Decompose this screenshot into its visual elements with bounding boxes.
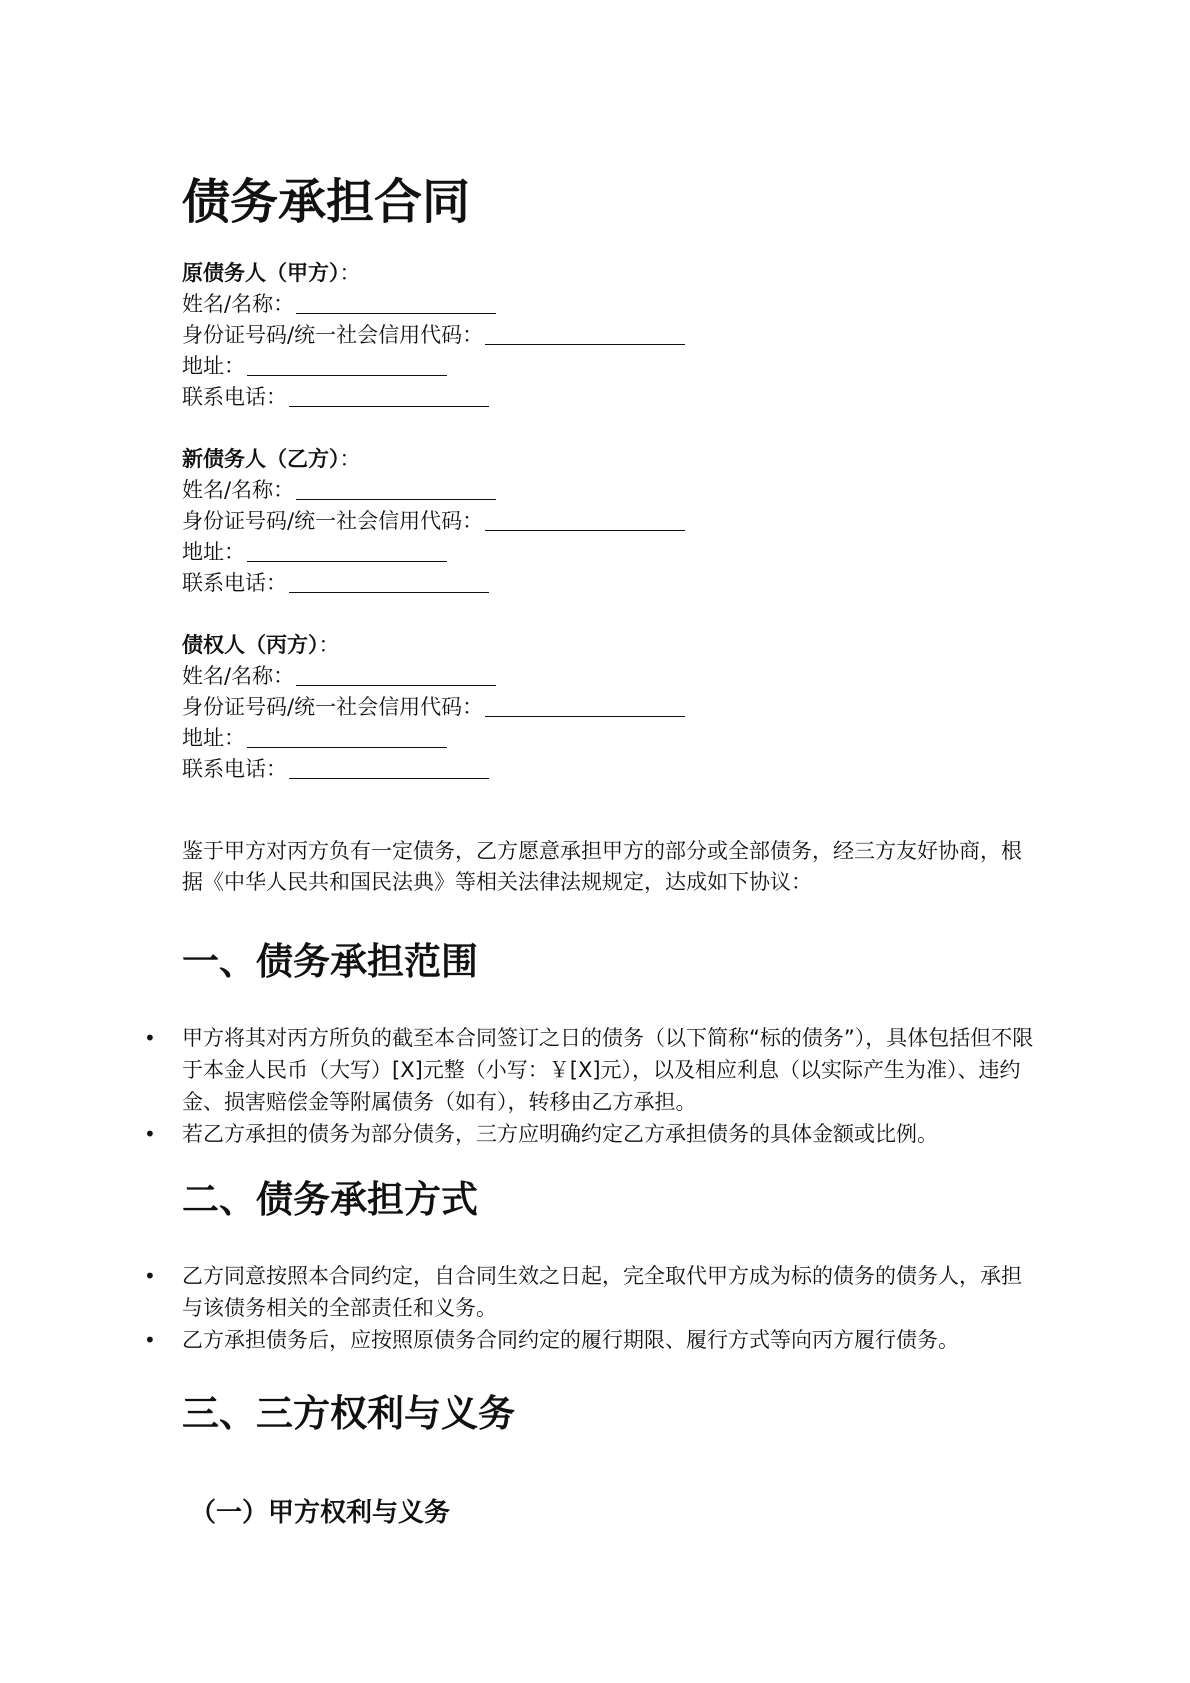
fill-in-blank[interactable] [289, 384, 489, 407]
fill-in-blank[interactable] [247, 725, 447, 748]
clause-text: 甲方将其对丙方所负的截至本合同签订之日的债务（以下简称“标的债务”），具体包括但不限于本金人民币（大写）[X]元整（小写：￥[X]元），以及相应利息（以实际产生为准）、违约金、损害赔偿金等附属债务（如有），转移由乙方承担。 [182, 1026, 1034, 1114]
field-label: 联系电话： [182, 385, 287, 409]
field-address [182, 537, 882, 568]
clause-item [144, 1260, 1042, 1324]
field-address [182, 351, 882, 382]
party-heading [182, 258, 882, 289]
field-phone [182, 382, 882, 413]
party-heading [182, 630, 882, 661]
section-title-3: 三、三方权利与义务 [182, 1392, 515, 1435]
fill-in-blank[interactable] [485, 322, 685, 345]
field-label: 姓名/名称： [182, 478, 295, 502]
field-label: 身份证号码/统一社会信用代码： [182, 509, 484, 533]
clause-text: 乙方承担债务后，应按照原债务合同约定的履行期限、履行方式等向丙方履行债务。 [182, 1328, 959, 1352]
fill-in-blank[interactable] [296, 291, 496, 314]
clause-text: 乙方同意按照本合同约定，自合同生效之日起，完全取代甲方成为标的债务的债务人，承担与该债务相关的全部责任和义务。 [182, 1264, 1022, 1320]
fill-in-blank[interactable] [289, 570, 489, 593]
party-heading-colon: ： [339, 261, 361, 285]
field-label: 姓名/名称： [182, 292, 295, 316]
field-address [182, 723, 882, 754]
fill-in-blank[interactable] [485, 694, 685, 717]
clause-item [144, 1118, 1042, 1150]
field-label: 姓名/名称： [182, 664, 295, 688]
field-label: 地址： [182, 726, 245, 750]
fill-in-blank[interactable] [485, 508, 685, 531]
bullet-icon: • [144, 1328, 156, 1352]
party-heading-colon: ： [318, 633, 340, 657]
field-label: 身份证号码/统一社会信用代码： [182, 323, 484, 347]
field-id-number [182, 506, 882, 537]
bullet-icon: • [144, 1026, 156, 1050]
field-label: 地址： [182, 540, 245, 564]
field-id-number [182, 692, 882, 723]
bullet-icon: • [144, 1264, 156, 1288]
fill-in-blank[interactable] [296, 663, 496, 686]
party-block-a [182, 258, 882, 413]
subsection-title: （一）甲方权利与义务 [190, 1498, 451, 1528]
fill-in-blank[interactable] [247, 353, 447, 376]
preamble-paragraph: 鉴于甲方对丙方负有一定债务，乙方愿意承担甲方的部分或全部债务，经三方友好协商，根据《中华人民共和国民法典》等相关法律法规规定，达成如下协议： [182, 839, 1022, 894]
party-block-c [182, 630, 882, 785]
field-label: 身份证号码/统一社会信用代码： [182, 695, 484, 719]
field-label: 联系电话： [182, 757, 287, 781]
field-name [182, 661, 882, 692]
fill-in-blank[interactable] [247, 539, 447, 562]
field-name [182, 289, 882, 320]
document-title: 债务承担合同 [182, 174, 471, 230]
clause-item [144, 1324, 1042, 1356]
clause-text: 若乙方承担的债务为部分债务，三方应明确约定乙方承担债务的具体金额或比例。 [182, 1122, 938, 1146]
field-name [182, 475, 882, 506]
field-label: 联系电话： [182, 571, 287, 595]
party-heading-label: 原债务人（甲方） [182, 261, 340, 285]
party-block-b [182, 444, 882, 599]
field-phone [182, 568, 882, 599]
party-heading [182, 444, 882, 475]
section-2-clauses [144, 1260, 1042, 1356]
party-heading-colon: ： [339, 447, 361, 471]
party-heading-label: 债权人（丙方） [182, 633, 319, 657]
party-heading-label: 新债务人（乙方） [182, 447, 340, 471]
bullet-icon: • [144, 1122, 156, 1146]
fill-in-blank[interactable] [296, 477, 496, 500]
field-phone [182, 754, 882, 785]
field-label: 地址： [182, 354, 245, 378]
section-1-clauses [144, 1022, 1042, 1150]
section-title-2: 二、债务承担方式 [182, 1178, 478, 1221]
fill-in-blank[interactable] [289, 756, 489, 779]
section-title-1: 一、债务承担范围 [182, 940, 478, 983]
field-id-number [182, 320, 882, 351]
clause-item [144, 1022, 1042, 1118]
